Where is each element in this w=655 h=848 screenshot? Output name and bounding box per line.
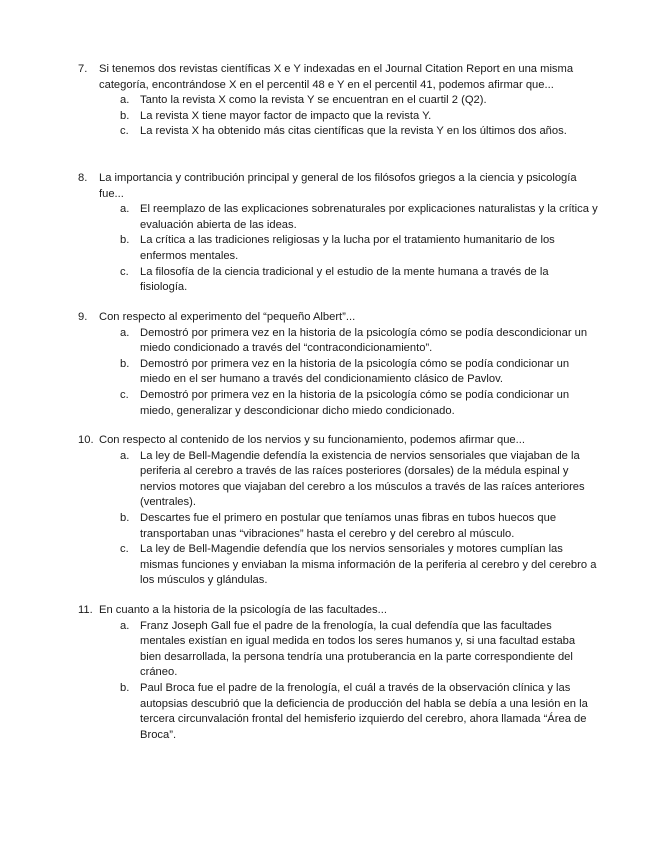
option-b bbox=[78, 511, 598, 542]
question-10 bbox=[78, 433, 598, 589]
question-text: Con respecto al experimento del “pequeño Albert”... bbox=[99, 311, 356, 323]
option-letter: c. bbox=[120, 543, 129, 556]
option-letter: b. bbox=[120, 109, 130, 122]
option-text: El reemplazo de las explicaciones sobrenaturales por explicaciones naturalistas y la crítica y evaluación abierta de las ideas. bbox=[140, 203, 598, 231]
option-list bbox=[78, 619, 598, 744]
option-letter: b. bbox=[120, 357, 130, 370]
option-list bbox=[78, 449, 598, 589]
option-text: La revista X tiene mayor factor de impacto que la revista Y. bbox=[140, 109, 432, 122]
option-letter: b. bbox=[120, 234, 130, 247]
question-number: 7. bbox=[78, 63, 88, 75]
question-number: 9. bbox=[78, 311, 88, 323]
option-letter: c. bbox=[120, 388, 129, 401]
question-7 bbox=[78, 62, 598, 140]
option-letter: c. bbox=[120, 125, 129, 138]
option-a bbox=[78, 202, 598, 233]
question-number: 8. bbox=[78, 172, 88, 184]
option-text: Descartes fue el primero en postular que teníamos unas fibras en tubos huecos que transportaban unas “vibraciones” hasta el cerebro y del cerebro al músculo. bbox=[140, 511, 557, 540]
option-a bbox=[78, 619, 598, 681]
option-text: Demostró por primera vez en la historia de la psicología cómo se podía condicionar un miedo, generalizar y descondicionar dicho miedo condicionado. bbox=[140, 388, 570, 417]
option-text: Demostró por primera vez en la historia de la psicología cómo se podía condicionar un miedo en el ser humano a través del condicionamiento clásico de Pavlov. bbox=[140, 357, 570, 386]
option-text: La filosofía de la ciencia tradicional y el estudio de la mente humana a través de la fisiología. bbox=[140, 265, 549, 294]
option-a bbox=[78, 326, 598, 357]
option-list bbox=[78, 93, 598, 140]
option-text: La crítica a las tradiciones religiosas y la lucha por el tratamiento humanitario de los enfermos mentales. bbox=[140, 234, 555, 262]
option-b bbox=[78, 109, 598, 125]
option-text: La revista X ha obtenido más citas científicas que la revista Y en los últimos dos años. bbox=[140, 125, 567, 138]
option-text: La ley de Bell-Magendie defendía que los nervios sensoriales y motores cumplían las mismas funciones y enviaban la misma información de la periferia al cerebro y del cerebro a los músculos y glándulas. bbox=[140, 543, 597, 587]
option-list bbox=[78, 326, 598, 420]
question-8 bbox=[78, 171, 598, 296]
option-letter: b. bbox=[120, 681, 130, 694]
question-text: Si tenemos dos revistas científicas X e Y indexadas en el Journal Citation Report en una misma categoría, encontrándose X en el percentil 48 e Y en el percentil 41, podemos afirmar que... bbox=[99, 63, 574, 91]
question-text: La importancia y contribución principal y general de los filósofos griegos a la ciencia y psicología fue... bbox=[99, 172, 577, 200]
option-letter: a. bbox=[120, 449, 130, 462]
option-letter: a. bbox=[120, 94, 130, 107]
option-list bbox=[78, 202, 598, 296]
option-letter: a. bbox=[120, 326, 130, 339]
option-letter: a. bbox=[120, 203, 130, 216]
option-text: La ley de Bell-Magendie defendía la existencia de nervios sensoriales que viajaban de la periferia al cerebro a través de las raíces posteriores (dorsales) de la médula espinal y nervios motores que viajaban del cerebro a los músculos a través de las raíces anteriores (ventrales). bbox=[140, 449, 585, 509]
option-text: Franz Joseph Gall fue el padre de la frenología, la cual defendía que las facultades mentales existían en igual medida en todos los seres humanos y, si una facultad estaba bien desarrollada, la persona tendría una protuberancia en la parte correspondiente del cráneo. bbox=[140, 619, 576, 679]
question-11 bbox=[78, 603, 598, 743]
option-c bbox=[78, 542, 598, 589]
option-c bbox=[78, 265, 598, 296]
question-text: En cuanto a la historia de la psicología de las facultades... bbox=[99, 604, 387, 616]
question-text: Con respecto al contenido de los nervios y su funcionamiento, podemos afirmar que... bbox=[99, 434, 525, 446]
option-letter: b. bbox=[120, 511, 130, 524]
option-text: Demostró por primera vez en la historia de la psicología cómo se podía descondicionar un miedo condicionado a través del “contracondicionamiento”. bbox=[140, 326, 588, 355]
option-a bbox=[78, 449, 598, 511]
question-number: 10. bbox=[78, 434, 94, 446]
option-b bbox=[78, 357, 598, 388]
option-letter: c. bbox=[120, 265, 129, 278]
option-text: Tanto la revista X como la revista Y se encuentran en el cuartil 2 (Q2). bbox=[140, 94, 487, 107]
question-9 bbox=[78, 310, 598, 419]
option-letter: a. bbox=[120, 619, 130, 632]
option-c bbox=[78, 124, 598, 140]
option-b bbox=[78, 681, 598, 743]
option-a bbox=[78, 93, 598, 109]
option-c bbox=[78, 388, 598, 419]
option-b bbox=[78, 233, 598, 264]
option-text: Paul Broca fue el padre de la frenología, el cuál a través de la observación clínica y las autopsias descubrió que la deficiencia de producción del habla se debía a una lesión en la tercera circunvalación frontal del hemisferio izquierdo del cerebro, ahora llamada “Área de Broca”. bbox=[140, 681, 588, 741]
question-number: 11. bbox=[78, 604, 93, 616]
